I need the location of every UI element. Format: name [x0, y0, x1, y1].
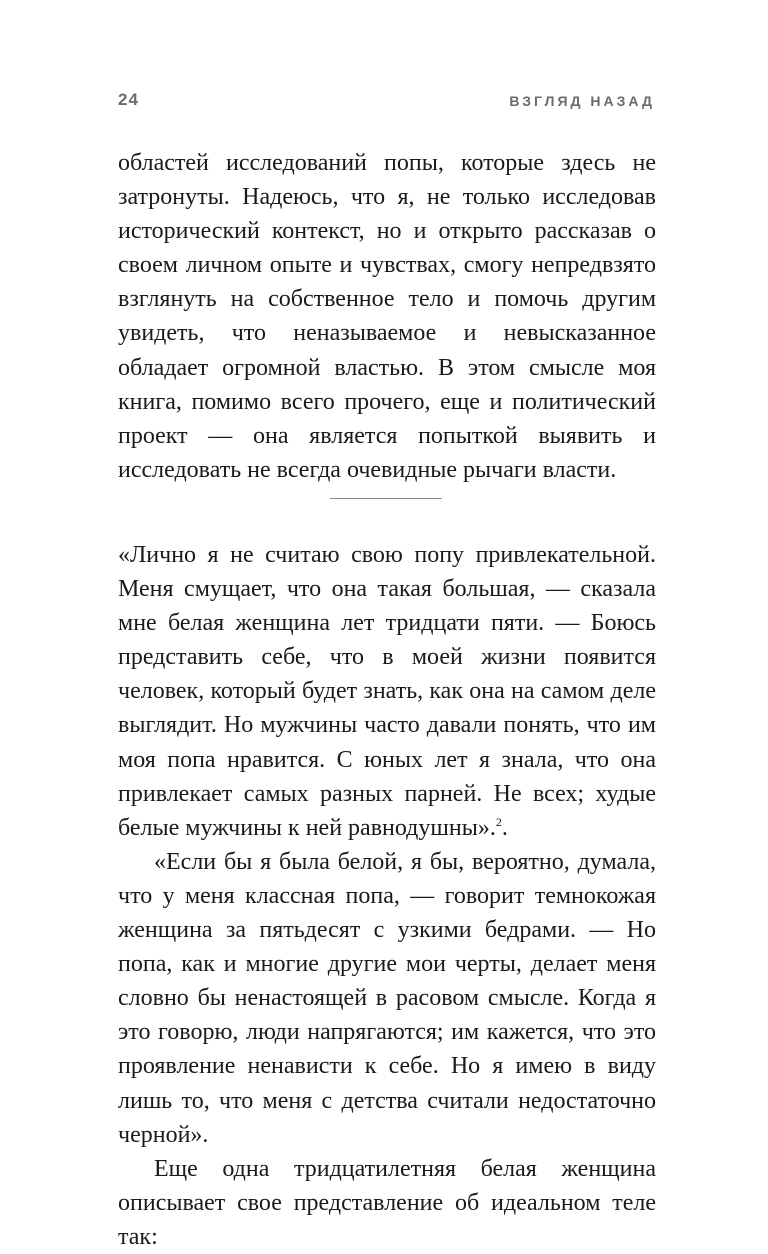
text-block-top	[118, 146, 656, 487]
running-title: ВЗГЛЯД НАЗАД	[509, 93, 655, 109]
paragraph: областей исследований попы, которые здесь не затронуты. Надеюсь, что я, не только исследовав исторический контекст, но и открыто рассказав о своем личном опыте и чувствах, смогу непредвзято взглянуть на собственное тело и помочь другим увидеть, что неназываемое и невысказанное обладает огромной властью. В этом смысле моя книга, помимо всего прочего, еще и политический проект — она является попыткой выявить и исследовать не всегда очевидные рычаги власти.	[118, 150, 656, 483]
quote-paragraph: «Лично я не считаю свою попу привлекательной. Меня смущает, что она такая большая, — сказала мне белая женщина лет тридцати пяти. — Боюсь представить себе, что в моей жизни появится человек, который будет знать, как она на самом деле выглядит. Но мужчины часто давали понять, что им моя попа нравится. С юных лет я знала, что она привлекает самых разных парней. Не всех; худые белые мужчины к ней равнодушны».$^2$.	[118, 542, 656, 841]
paragraph: Еще одна тридцатилетняя белая женщина описывает свое представление об идеальном теле так:	[118, 1155, 656, 1250]
footnote-reference[interactable]: 2	[495, 814, 502, 829]
quote-text: «Лично я не считаю свою попу привлекательной. Меня смущает, что она такая большая, — сказала мне белая женщина лет тридцати пяти. — Боюсь представить себе, что в моей жизни появится человек, который будет знать, как она на самом деле выглядит. Но мужчины часто давали понять, что им моя попа нравится. С юных лет я знала, что она привлекает самых разных парней. Не всех; худые белые мужчины к ней равнодушны».	[118, 542, 656, 841]
page-number: 24	[118, 90, 139, 109]
text-block-bottom	[118, 538, 656, 1254]
section-divider	[330, 498, 442, 499]
quote-paragraph: «Если бы я была белой, я бы, вероятно, думала, что у меня классная попа, — говорит темнокожая женщина за пятьдесят с узкими бедрами. — Но попа, как и многие другие мои черты, делает меня словно бы ненастоящей в расовом смысле. Когда я это говорю, люди напрягаются; им кажется, что это проявление ненависти к себе. Но я имею в виду лишь то, что меня с детства считали недостаточно черной».	[118, 848, 656, 1148]
